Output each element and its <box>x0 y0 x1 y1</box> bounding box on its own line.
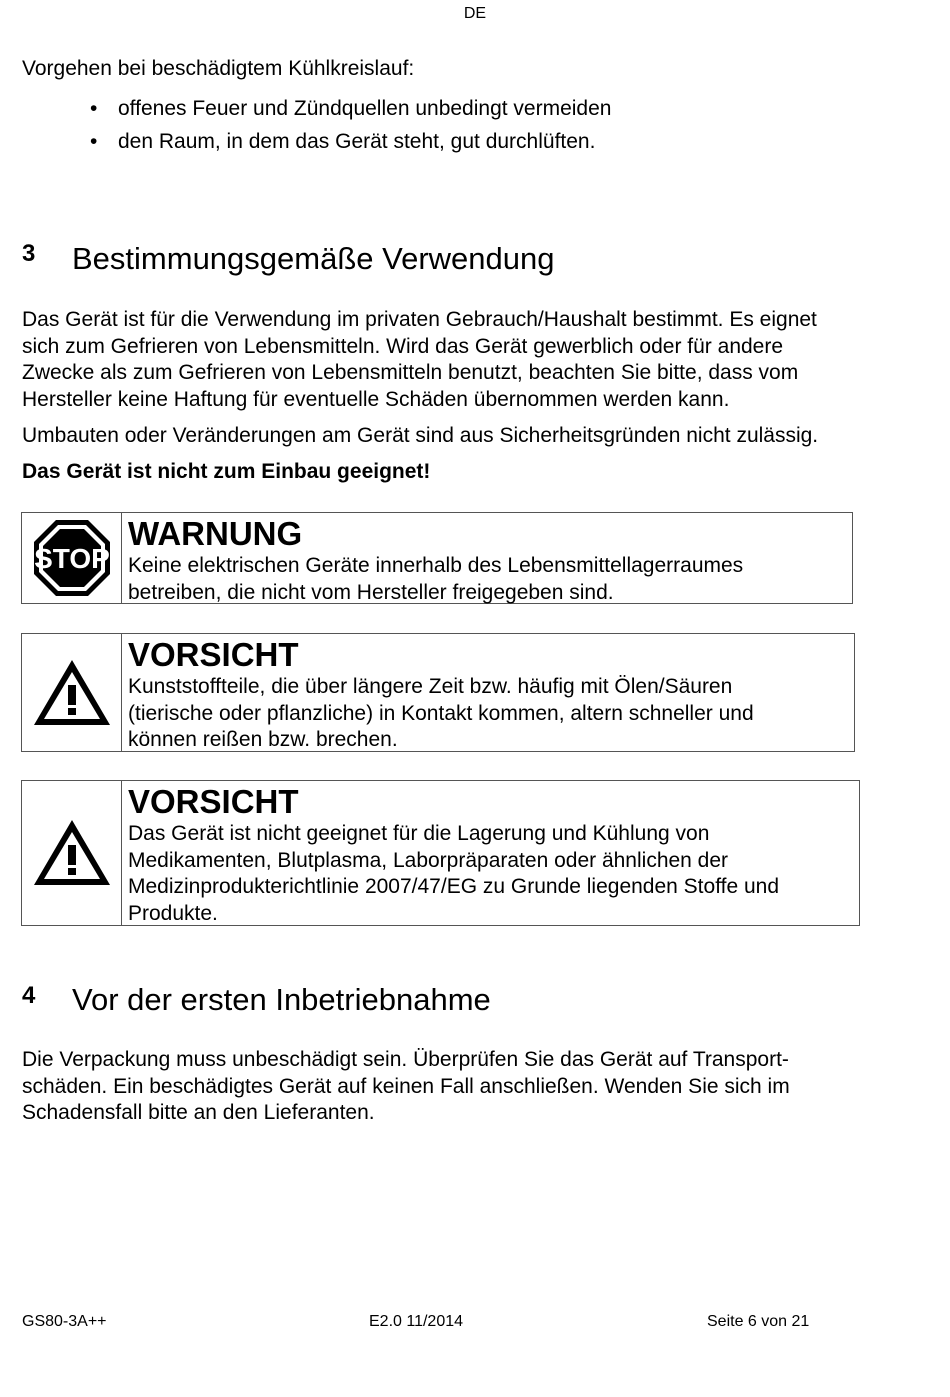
text-line: Produkte. <box>128 901 218 925</box>
text-line: (tierische oder pflanzliche) in Kontakt kommen, altern schneller und <box>128 701 754 725</box>
text-line: Kunststoffteile, die über längere Zeit bzw. häufig mit Ölen/Säuren <box>128 675 733 698</box>
section-number: 4 <box>22 982 36 1009</box>
warning-box <box>21 512 853 604</box>
footer-edition: E2.0 11/2014 <box>369 1313 464 1330</box>
footer-model: GS80-3A++ <box>22 1313 107 1330</box>
notice-heading: VORSICHT <box>128 636 299 673</box>
section-3-title: Bestimmungsgemäße Verwendung <box>72 241 555 276</box>
text-line: betreiben, die nicht vom Hersteller freigegeben sind. <box>128 580 614 604</box>
warning-triangle-icon <box>22 634 122 751</box>
text-line: Die Verpackung muss unbeschädigt sein. Überprüfen Sie das Gerät auf Transport- <box>22 1048 789 1071</box>
text-line: können reißen bzw. brechen. <box>128 728 398 751</box>
text-line: Das Gerät ist für die Verwendung im privaten Gebrauch/Haushalt bestimmt. Es eignet <box>22 308 817 331</box>
text-line: Zwecke als zum Gefrieren von Lebensmitteln benutzt, beachten Sie bitte, dass vom <box>22 361 799 384</box>
text-line: Hersteller keine Haftung für eventuelle Schäden übernommen werden kann. <box>22 387 730 411</box>
footer-page-number: Seite 6 von 21 <box>707 1313 810 1330</box>
list-item: • offenes Feuer und Zündquellen unbedingt vermeiden <box>90 92 611 125</box>
text-line: Medikamenten, Blutplasma, Laborpräparaten oder ähnlichen der <box>128 848 729 872</box>
section-number: 3 <box>22 240 36 267</box>
notice-text <box>128 821 779 927</box>
refrigerant-intro: Vorgehen bei beschädigtem Kühlkreislauf: <box>22 57 415 80</box>
refrigerant-bullet-list <box>90 92 611 158</box>
text-line: Schadensfall bitte an den Lieferanten. <box>22 1101 375 1124</box>
text-line: sich zum Gefrieren von Lebensmitteln. Wird das Gerät gewerblich oder für andere <box>22 334 784 358</box>
text-line: schäden. Ein beschädigtes Gerät auf keinen Fall anschließen. Wenden Sie sich im <box>22 1074 790 1098</box>
section-3-heading <box>22 240 35 268</box>
notice-text <box>128 674 754 754</box>
section-4-paragraph <box>22 1047 902 1127</box>
text-line: Das Gerät ist nicht geeignet für die Lagerung und Kühlung von <box>128 822 710 845</box>
section-3-paragraph <box>22 307 902 413</box>
text-line: Keine elektrischen Geräte innerhalb des Lebensmittellagerraumes <box>128 554 744 577</box>
installation-note: Das Gerät ist nicht zum Einbau geeignet! <box>22 460 431 483</box>
section-4-title: Vor der ersten Inbetriebnahme <box>72 982 491 1017</box>
caution-box-medical <box>21 780 860 926</box>
language-code: DE <box>463 5 487 22</box>
caution-box-plastics <box>21 633 855 752</box>
stop-sign-label: STOP <box>33 543 110 574</box>
notice-heading: WARNUNG <box>128 515 303 552</box>
modification-note: Umbauten oder Veränderungen am Gerät sind aus Sicherheitsgründen nicht zulässig. <box>22 424 819 447</box>
warning-triangle-icon <box>22 781 122 925</box>
notice-text <box>128 553 743 606</box>
notice-heading: VORSICHT <box>128 783 299 820</box>
list-item: • den Raum, in dem das Gerät steht, gut durchlüften. <box>90 125 611 158</box>
text-line: Medizinprodukterichtlinie 2007/47/EG zu Grunde liegenden Stoffe und <box>128 875 780 898</box>
stop-sign-icon <box>22 513 122 603</box>
section-4-heading <box>22 982 35 1010</box>
